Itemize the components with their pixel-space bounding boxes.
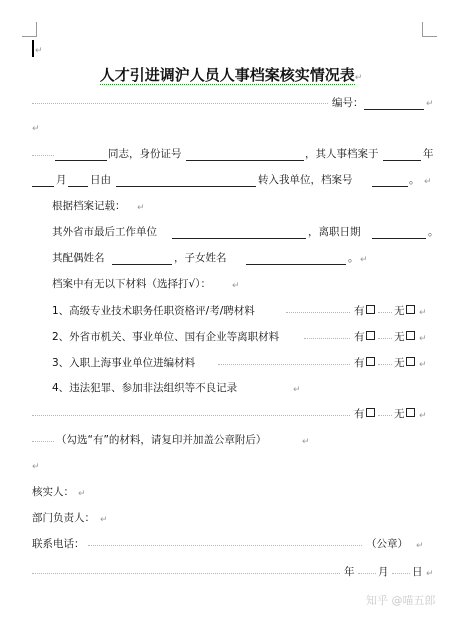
yes-option-1[interactable]: 有 <box>354 304 375 318</box>
dot-leader <box>32 103 328 104</box>
year-field[interactable] <box>383 160 421 161</box>
line2-day: 日由 <box>90 174 111 186</box>
yes-checkbox[interactable] <box>366 331 375 340</box>
dept-head-label: 部门负责人： <box>32 512 95 524</box>
period-mark: 。 <box>428 226 439 238</box>
line2-end: 。 <box>409 174 420 186</box>
id-number-field[interactable] <box>186 160 304 161</box>
paragraph-mark-icon: ↵ <box>360 255 368 265</box>
paragraph-mark-icon: ↵ <box>232 281 240 291</box>
paragraph-mark-icon: ↵ <box>137 203 145 213</box>
materials-intro: 档案中有无以下材料（选择打√）： <box>52 278 211 290</box>
yes-option-3[interactable]: 有 <box>354 356 375 370</box>
paragraph-mark-icon: ↵ <box>416 541 424 551</box>
paragraph-mark-icon: ↵ <box>293 385 301 395</box>
child-label: ，子女姓名 <box>174 252 227 264</box>
dot-leader <box>358 573 376 574</box>
paragraph-mark-icon: ↵ <box>426 569 434 579</box>
paragraph-mark-icon: ↵ <box>419 308 427 318</box>
paragraph-mark-icon: ↵ <box>419 334 427 344</box>
last-employer-field[interactable] <box>172 238 306 239</box>
yes-checkbox[interactable] <box>366 357 375 366</box>
spouse-name-field[interactable] <box>112 264 172 265</box>
resign-date-label: ，离职日期 <box>308 226 361 238</box>
paragraph-mark-icon: ↵ <box>78 489 86 499</box>
material-item-4: 4、违法犯罪、参加非法组织等不良记录 <box>52 382 238 394</box>
dot-leader <box>32 441 54 442</box>
document-title: 人才引进调沪人员人事档案核实情况表↵ <box>99 66 363 84</box>
serial-label: 编号： <box>332 97 364 109</box>
material-item-1: 1、高级专业技术职务任职资格评/考/聘材料 <box>52 305 255 317</box>
no-checkbox[interactable] <box>406 357 415 366</box>
child-name-field[interactable] <box>246 264 346 265</box>
dot-leader <box>378 415 392 416</box>
verifier-label: 核实人： <box>32 486 74 498</box>
paragraph-mark-icon: ↵ <box>419 411 427 421</box>
paragraph-mark-icon: ↵ <box>419 360 427 370</box>
no-checkbox[interactable] <box>406 408 415 417</box>
paragraph-mark-icon: ↵ <box>302 437 310 447</box>
line1-record: ，其人事档案于 <box>305 148 379 160</box>
paragraph-mark-icon: ↵ <box>354 73 363 83</box>
dot-leader <box>286 312 350 313</box>
date-month: 月 <box>378 566 389 578</box>
paragraph-mark-icon: ↵ <box>100 515 108 525</box>
dot-leader <box>32 573 340 574</box>
material-item-3: 3、入职上海事业单位进编材料 <box>52 357 196 369</box>
last-employer-label: 其外省市最后工作单位 <box>52 226 157 238</box>
month-field[interactable] <box>32 186 54 187</box>
dot-leader <box>378 312 392 313</box>
crop-mark-top-left <box>22 22 37 37</box>
no-checkbox[interactable] <box>406 305 415 314</box>
no-option-1[interactable]: 无 <box>394 304 415 318</box>
dot-leader <box>32 415 350 416</box>
no-option-4[interactable]: 无 <box>394 407 415 421</box>
date-day: 日 <box>412 566 423 578</box>
paragraph-mark-icon: ↵ <box>32 462 40 472</box>
material-item-2: 2、外省市机关、事业单位、国有企业等离职材料 <box>52 331 280 343</box>
dot-leader <box>378 338 392 339</box>
phone-field[interactable] <box>88 545 362 546</box>
date-year: 年 <box>344 566 355 578</box>
archive-number-field[interactable] <box>372 186 408 187</box>
dot-leader <box>378 364 392 365</box>
crop-mark-top-right <box>422 22 437 37</box>
period-mark: 。 <box>348 252 359 264</box>
name-field[interactable] <box>55 160 107 161</box>
yes-option-2[interactable]: 有 <box>354 330 375 344</box>
line2-month: 月 <box>56 174 67 186</box>
source-unit-field[interactable] <box>116 186 256 187</box>
note-text: （勾选“有”的材料，请复印并加盖公章附后） <box>56 434 267 446</box>
no-option-3[interactable]: 无 <box>394 356 415 370</box>
yes-checkbox[interactable] <box>366 305 375 314</box>
seal-label: （公章） <box>366 538 408 550</box>
line1-year: 年 <box>423 148 434 160</box>
no-checkbox[interactable] <box>406 331 415 340</box>
day-field[interactable] <box>68 186 88 187</box>
dot-leader <box>218 364 350 365</box>
dot-leader <box>304 338 350 339</box>
no-option-2[interactable]: 无 <box>394 330 415 344</box>
serial-field[interactable] <box>364 109 424 110</box>
dot-leader <box>392 573 410 574</box>
text-cursor <box>32 40 34 57</box>
zhihu-watermark: 知乎 @喵五郎 <box>366 594 436 607</box>
yes-option-4[interactable]: 有 <box>354 407 375 421</box>
records-intro: 根据档案记载： <box>52 200 126 212</box>
resign-date-field[interactable] <box>372 238 426 239</box>
paragraph-mark-icon: ↵ <box>32 124 40 134</box>
paragraph-mark-icon: ↵ <box>35 46 43 56</box>
phone-label: 联系电话： <box>32 538 85 550</box>
line1-tongzhi: 同志，身份证号 <box>108 148 182 160</box>
spouse-label: 其配偶姓名 <box>52 252 105 264</box>
line2-transfer: 转入我单位，档案号 <box>258 174 353 186</box>
paragraph-mark-icon: ↵ <box>426 99 434 109</box>
dot-leader <box>32 155 54 156</box>
paragraph-mark-icon: ↵ <box>424 177 432 187</box>
yes-checkbox[interactable] <box>366 408 375 417</box>
